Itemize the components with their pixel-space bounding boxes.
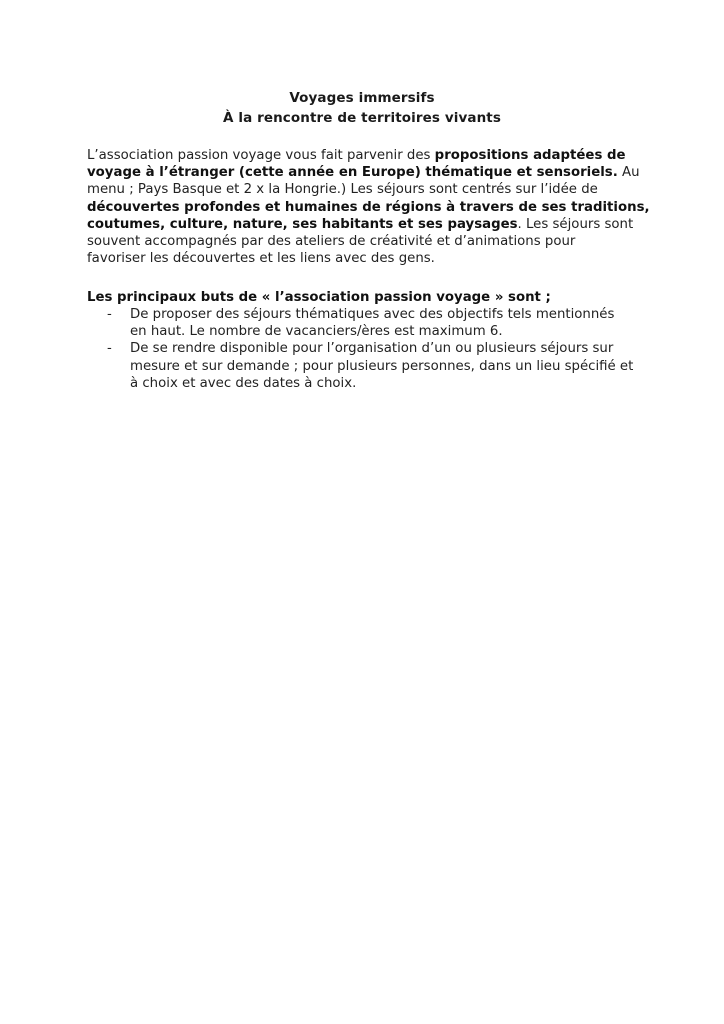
bullet-dash-icon: - bbox=[107, 341, 112, 357]
goal-text-line: De proposer des séjours thématiques avec des objectifs tels mentionnés bbox=[130, 307, 615, 322]
intro-bold-text: découvertes profondes et humaines de régions à travers de ses traditions, bbox=[87, 199, 650, 215]
intro-line bbox=[87, 250, 635, 267]
bullet-dash-icon: - bbox=[107, 307, 112, 322]
intro-bold-text: propositions adaptées de bbox=[434, 148, 626, 163]
intro-line bbox=[87, 181, 635, 198]
list-item bbox=[87, 306, 647, 340]
goal-text-line: mesure et sur demande ; pour plusieurs personnes, dans un lieu spécifié et bbox=[130, 358, 634, 374]
intro-bold-text: coutumes, culture, nature, ses habitants et ses paysages bbox=[87, 216, 518, 232]
goals-heading: Les principaux buts de « l’association passion voyage » sont ; bbox=[87, 290, 551, 305]
intro-line bbox=[87, 164, 640, 181]
intro-line bbox=[87, 216, 635, 233]
intro-text: menu ; Pays Basque et 2 x la Hongrie.) Les séjours sont centrés sur l’idée de bbox=[87, 182, 598, 198]
goal-text-line: en haut. Le nombre de vacanciers/ères est maximum 6. bbox=[130, 324, 503, 340]
goals-list bbox=[87, 306, 647, 392]
title-line-1: Voyages immersifs bbox=[289, 90, 435, 106]
intro-bold-text: voyage à l’étranger (cette année en Europe) thématique et sensoriels. bbox=[87, 165, 618, 181]
intro-text: L’association passion voyage vous fait parvenir des bbox=[87, 148, 435, 163]
goal-text-line: De se rendre disponible pour l’organisation d’un ou plusieurs séjours sur bbox=[130, 341, 614, 357]
intro-line bbox=[87, 233, 635, 250]
intro-text: . Les séjours sont bbox=[517, 216, 634, 232]
intro-paragraph bbox=[87, 147, 650, 267]
intro-line bbox=[87, 199, 650, 216]
goal-text-line: à choix et avec des dates à choix. bbox=[130, 375, 357, 391]
document-title bbox=[0, 88, 724, 128]
intro-line bbox=[87, 147, 635, 164]
list-item bbox=[87, 340, 647, 392]
title-line-2: À la rencontre de territoires vivants bbox=[223, 110, 501, 126]
intro-text: Au bbox=[617, 165, 640, 181]
intro-text: souvent accompagnés par des ateliers de créativité et d’animations pour bbox=[87, 234, 576, 250]
intro-text: favoriser les découvertes et les liens avec des gens. bbox=[87, 251, 435, 267]
